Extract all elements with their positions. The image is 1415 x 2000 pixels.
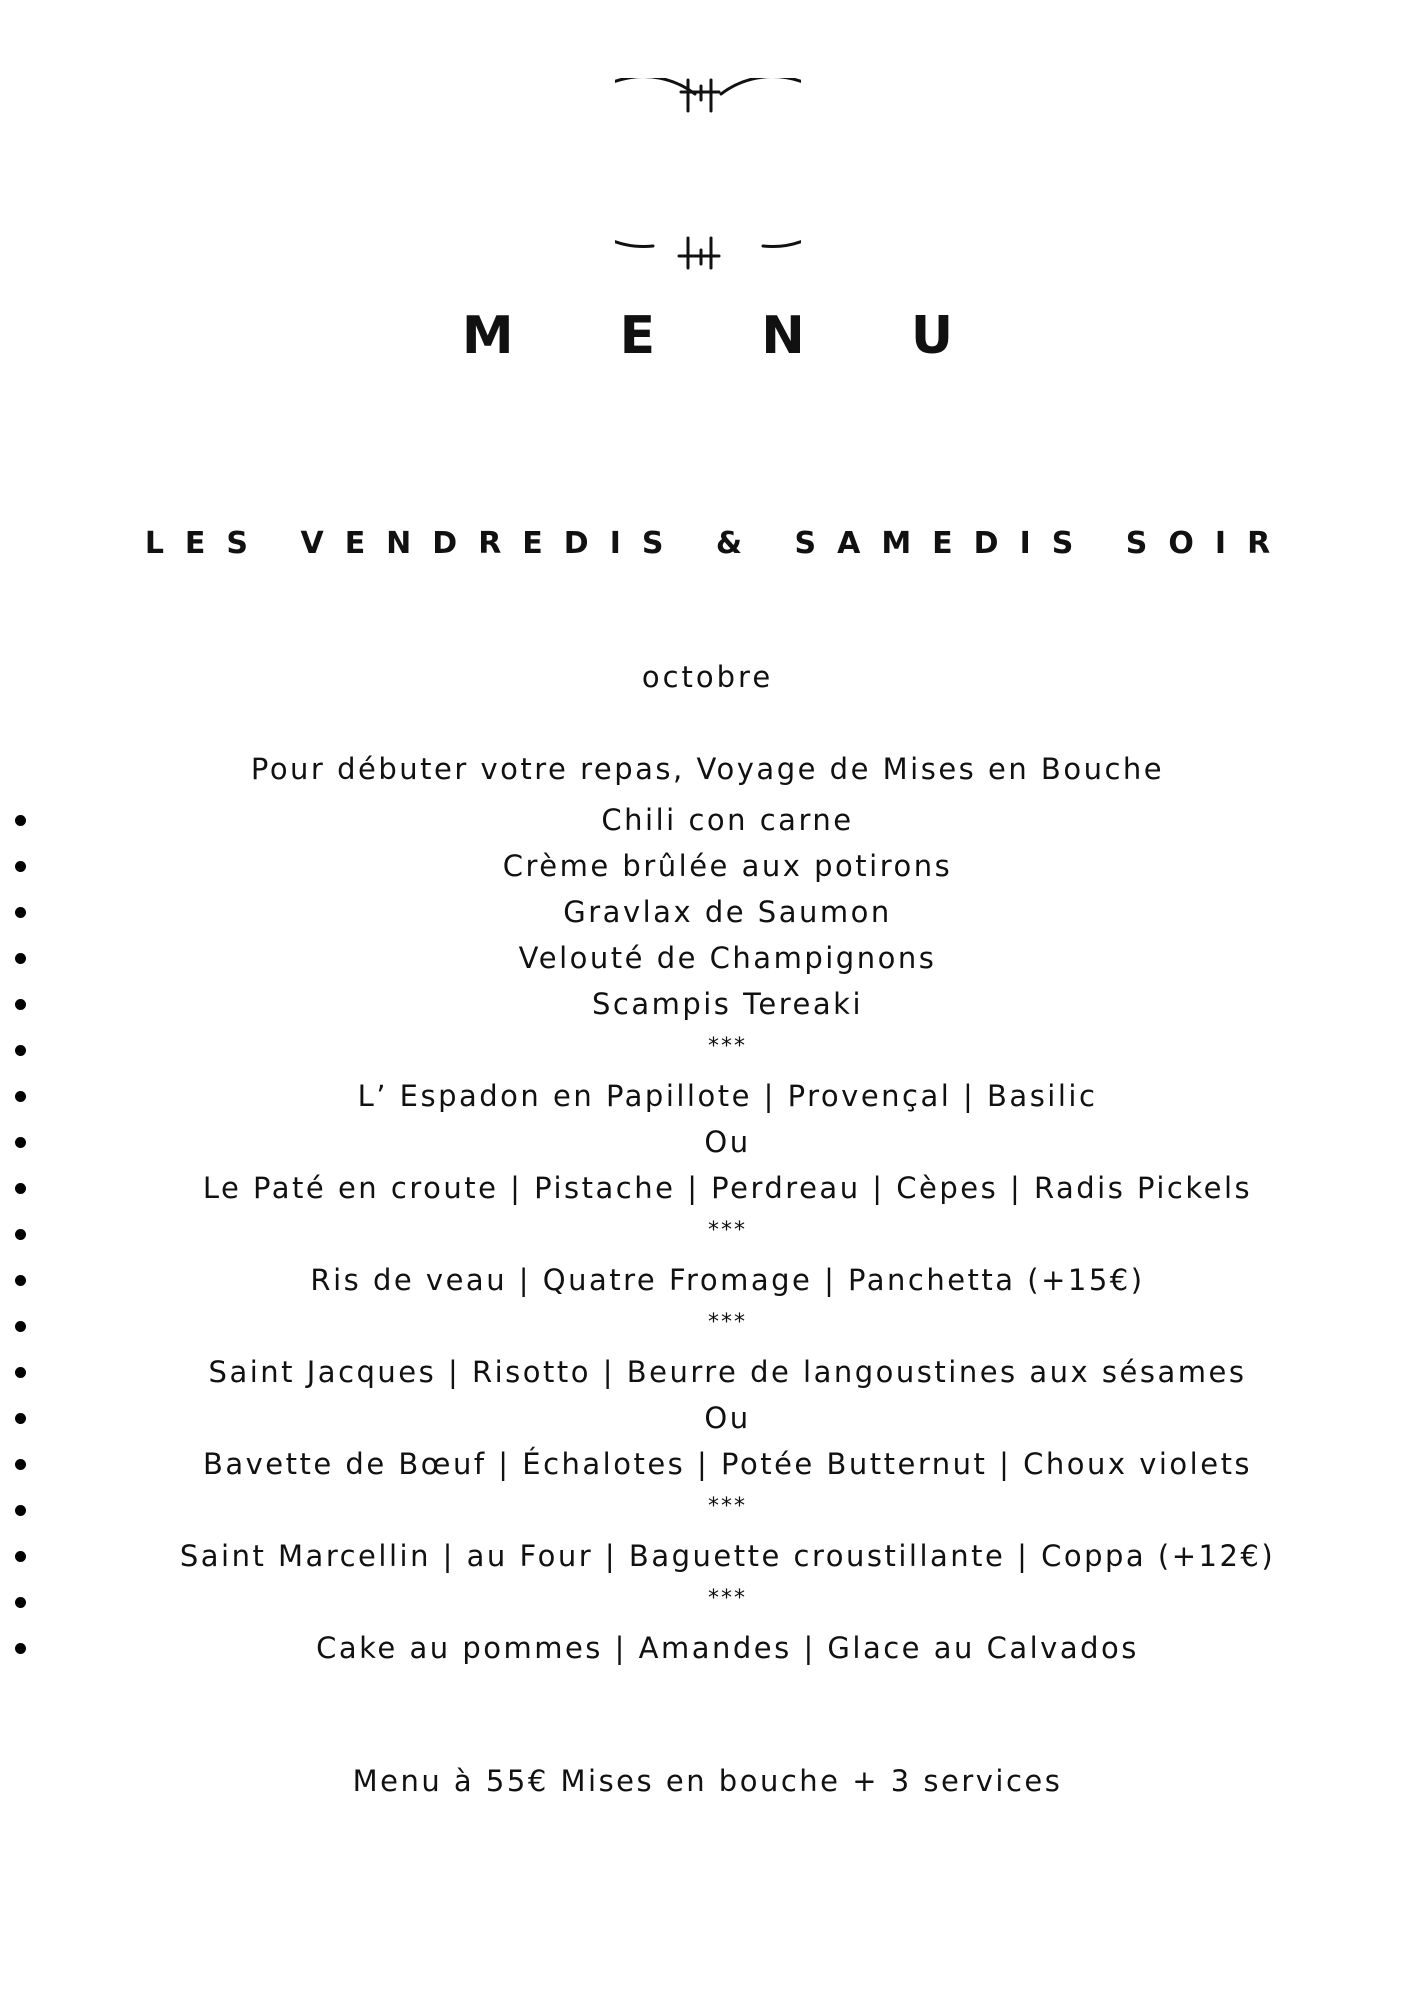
list-item-text: Ris de veau | Quatre Fromage | Panchetta (+15€) — [310, 1263, 1145, 1297]
list-item — [0, 797, 1415, 843]
bullet-icon — [15, 1459, 26, 1470]
bullet-icon — [15, 861, 26, 872]
list-item-text: *** — [708, 1310, 747, 1335]
list-item-text: Ou — [704, 1125, 751, 1159]
bullet-icon — [15, 1045, 26, 1056]
separator-item — [0, 1487, 1415, 1533]
list-item — [0, 843, 1415, 889]
bullet-icon — [15, 1091, 26, 1102]
hh-logo-icon — [615, 78, 801, 272]
bullet-icon — [15, 1551, 26, 1562]
menu-subtitle: LES VENDREDIS & SAMEDIS SOIR — [144, 526, 1292, 561]
separator-item — [0, 1027, 1415, 1073]
price-footer: Menu à 55€ Mises en bouche + 3 services — [352, 1764, 1063, 1798]
list-item-text: Le Paté en croute | Pistache | Perdreau | Cèpes | Radis Pickels — [202, 1171, 1253, 1205]
list-item — [0, 1533, 1415, 1579]
list-item — [0, 1441, 1415, 1487]
list-item-text: Gravlax de Saumon — [563, 895, 892, 929]
bullet-icon — [15, 815, 26, 826]
list-item — [0, 1395, 1415, 1441]
bullet-icon — [15, 1321, 26, 1332]
menu-items-list — [0, 797, 1415, 1671]
list-item — [0, 1257, 1415, 1303]
list-item-text: Cake au pommes | Amandes | Glace au Calvados — [316, 1631, 1139, 1665]
menu-title: M E N U — [461, 306, 998, 366]
bullet-icon — [15, 953, 26, 964]
list-item-text: Scampis Tereaki — [591, 987, 864, 1021]
bullet-icon — [15, 1275, 26, 1286]
list-item-text: Ou — [704, 1401, 751, 1435]
list-item — [0, 1625, 1415, 1671]
bullet-icon — [15, 1229, 26, 1240]
month-label: octobre — [641, 660, 774, 694]
list-item-text: Bavette de Bœuf | Échalotes | Potée Butternut | Choux violets — [202, 1447, 1253, 1481]
bullet-icon — [15, 1413, 26, 1424]
list-item — [0, 1165, 1415, 1211]
intro-line: Pour débuter votre repas, Voyage de Mises en Bouche — [250, 752, 1165, 786]
list-item — [0, 1119, 1415, 1165]
bullet-icon — [15, 1505, 26, 1516]
list-item-text: *** — [708, 1034, 747, 1059]
list-item — [0, 981, 1415, 1027]
separator-item — [0, 1303, 1415, 1349]
bullet-icon — [15, 1367, 26, 1378]
list-item-text: Saint Marcellin | au Four | Baguette croustillante | Coppa (+12€) — [179, 1539, 1276, 1573]
list-item-text: Saint Jacques | Risotto | Beurre de langoustines aux sésames — [208, 1355, 1247, 1389]
bullet-icon — [15, 1597, 26, 1608]
bullet-icon — [15, 999, 26, 1010]
bullet-icon — [15, 1183, 26, 1194]
separator-item — [0, 1579, 1415, 1625]
bullet-icon — [15, 1137, 26, 1148]
separator-item — [0, 1211, 1415, 1257]
list-item-text: *** — [708, 1494, 747, 1519]
list-item — [0, 935, 1415, 981]
bullet-icon — [15, 907, 26, 918]
list-item-text: Velouté de Champignons — [518, 941, 937, 975]
list-item-text: Chili con carne — [601, 803, 854, 837]
bullet-icon — [15, 1643, 26, 1654]
list-item-text: *** — [708, 1586, 747, 1611]
list-item-text: *** — [708, 1218, 747, 1243]
list-item-text: Crème brûlée aux potirons — [502, 849, 953, 883]
list-item-text: L’ Espadon en Papillote | Provençal | Basilic — [357, 1079, 1098, 1113]
list-item — [0, 1349, 1415, 1395]
list-item — [0, 889, 1415, 935]
list-item — [0, 1073, 1415, 1119]
